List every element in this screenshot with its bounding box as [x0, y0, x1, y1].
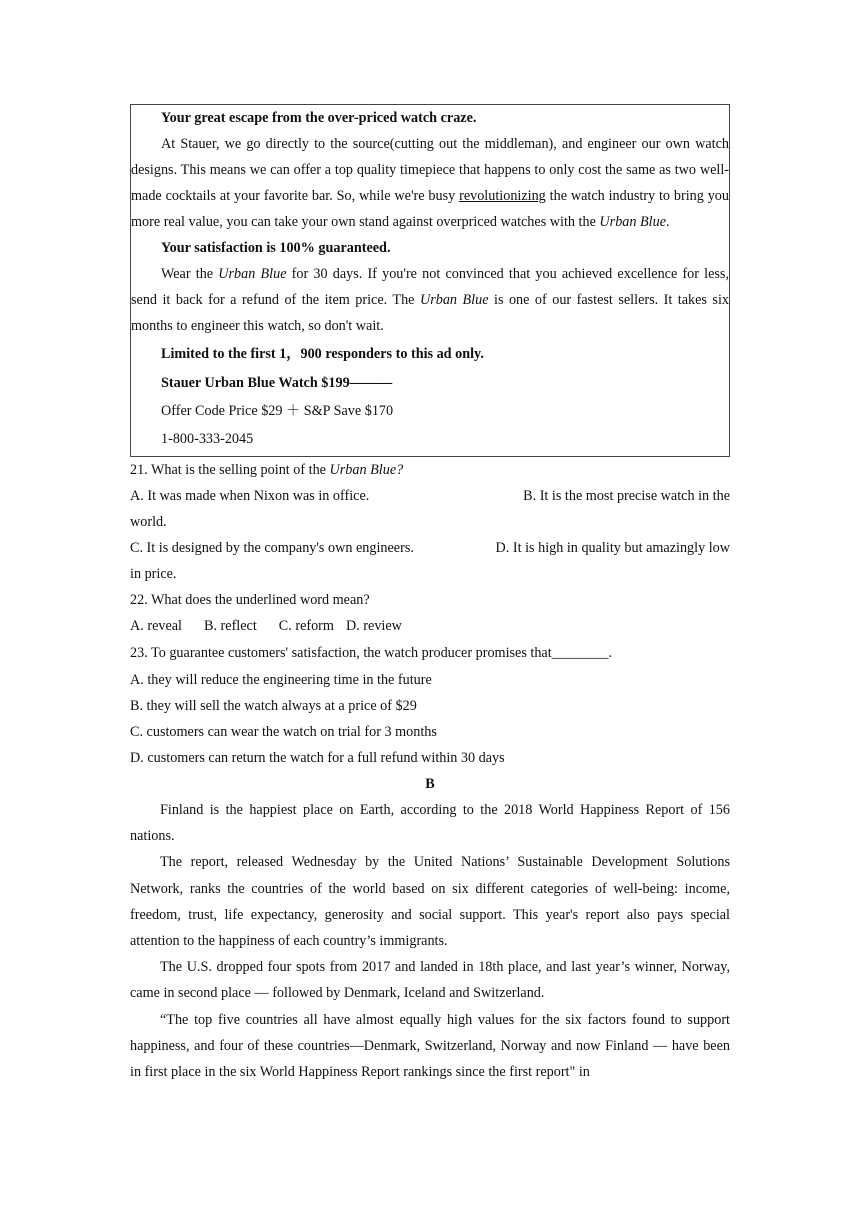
options-row: [130, 613, 730, 639]
stem-text: 21. What is the selling point of the: [130, 462, 330, 478]
option-d: D. review: [345, 618, 402, 634]
option-b: B. reflect: [204, 618, 257, 634]
ad-watch-price: Stauer Urban Blue Watch $199———: [161, 375, 393, 391]
ad-headline-escape: Your great escape from the over-priced watch craze.: [161, 110, 477, 126]
underlined-word: revolutionizing: [459, 188, 546, 204]
ad-paragraph-source: [131, 131, 729, 235]
ad-offer-code: Offer Code Price $29 ＋ S&P Save $170: [161, 403, 394, 419]
passage-paragraph: “The top five countries all have almost equally high values for the six factors found to support happiness, and four of these countries—Denmark, Switzerland, Norway and now Finland — have been in first place in the six World Happiness Report rankings since the first report" in: [130, 1011, 730, 1081]
question-stem: 22. What does the underlined word mean?: [130, 592, 370, 608]
option-c: C. It is designed by the company's own engineers.: [130, 540, 414, 556]
passage-paragraph: The report, released Wednesday by the United Nations’ Sustainable Development Solutions Network, ranks the countries of the world based on six different categories of well-being: income, freedom, trust, life expectancy, generosity and social support. This year's report also pays special attention to the happiness of each country’s immigrants.: [130, 854, 730, 950]
option-b: B. they will sell the watch always at a price of $29: [130, 698, 417, 714]
ad-paragraph-guarantee: [131, 261, 729, 339]
ad-text: At Stauer, we go directly to the source(cutting out the middleman), and engineer our own watch designs. This means we can offer a top quality timepiece that happens to only cost the same as two well-made cocktails at your favorite bar. So, while we're busy: [131, 136, 729, 204]
option-d: D. It is high in quality but amazingly low: [495, 540, 730, 556]
passage-paragraph: The U.S. dropped four spots from 2017 and landed in 18th place, and last year’s winner, Norway, came in second place — followed by Denmark, Iceland and Switzerland.: [130, 959, 730, 1002]
ad-text: for 30 days. If you're not convinced that you achieved excellence for less, send it back for a refund of the item price. The: [131, 266, 729, 308]
options-row: [130, 483, 730, 509]
option-a: A. reveal: [130, 618, 182, 634]
product-name: Urban Blue: [218, 266, 287, 282]
ad-text: Wear the: [161, 266, 219, 282]
passage-b: [130, 797, 730, 1085]
ad-text: the watch industry to bring you more real value, you can take your own stand against overpriced watches with the: [131, 188, 729, 230]
document-page: [130, 104, 730, 1085]
ad-limited-offer: Limited to the first 1，900 responders to this ad only.: [161, 346, 484, 362]
question-21: [130, 457, 730, 587]
question-stem: 23. To guarantee customers' satisfaction, the watch producer promises that________.: [130, 645, 612, 661]
option-c: C. customers can wear the watch on trial for 3 months: [130, 724, 437, 740]
product-name: Urban Blue?: [329, 462, 404, 478]
option-b: B. It is the most precise watch in the: [523, 488, 730, 504]
option-d: D. customers can return the watch for a full refund within 30 days: [130, 750, 505, 766]
ad-text: .: [666, 214, 670, 230]
ad-headline-guarantee: Your satisfaction is 100% guaranteed.: [161, 240, 391, 256]
advertisement-box: [130, 104, 730, 457]
option-b-continued: world.: [130, 514, 167, 530]
options-row: [130, 535, 730, 561]
question-stem: [130, 457, 730, 483]
section-heading-b: B: [425, 776, 435, 792]
option-d-continued: in price.: [130, 566, 177, 582]
ad-phone: 1-800-333-2045: [161, 431, 254, 447]
product-name: Urban Blue: [599, 214, 667, 230]
option-a: A. they will reduce the engineering time in the future: [130, 672, 432, 688]
option-a: A. It was made when Nixon was in office.: [130, 488, 370, 504]
passage-paragraph: Finland is the happiest place on Earth, according to the 2018 World Happiness Report of 156 nations.: [130, 802, 730, 845]
ad-text: is one of our fastest sellers. It takes six months to engineer this watch, so don't wait.: [131, 292, 729, 334]
option-c: C. reform: [278, 618, 334, 634]
question-22: [130, 587, 730, 639]
question-23: [130, 639, 730, 771]
product-name: Urban Blue: [419, 292, 489, 308]
